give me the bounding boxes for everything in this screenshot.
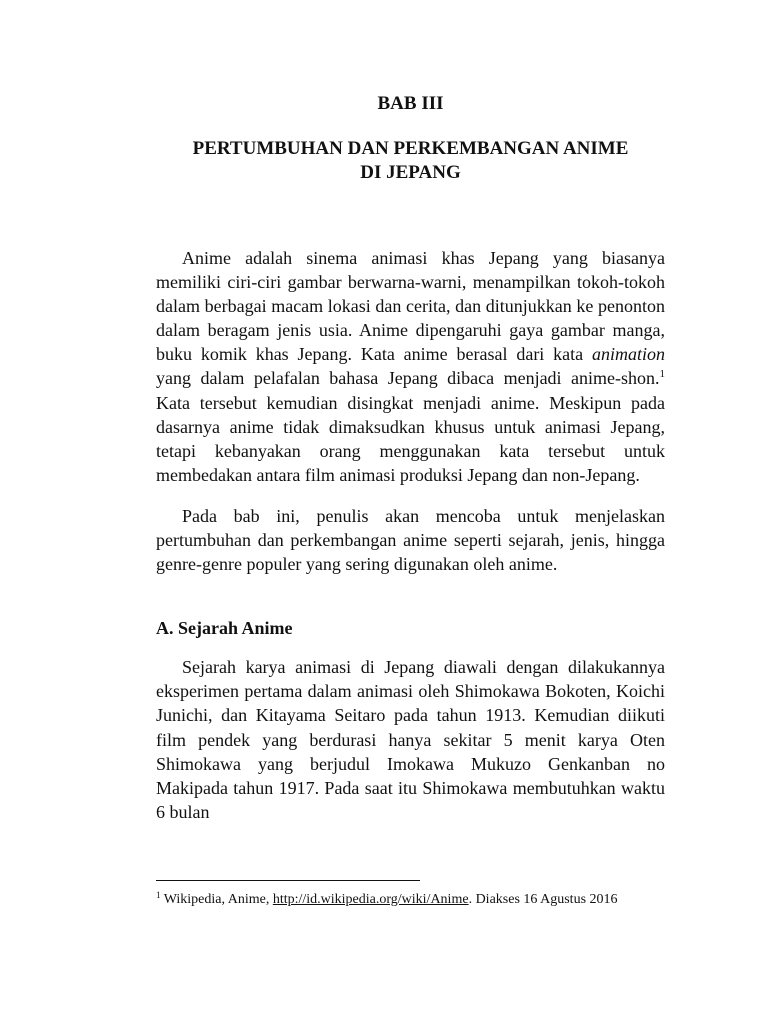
paragraph-chapter-overview: Pada bab ini, penulis akan mencoba untuk menjelaskan pertumbuhan dan perkembangan anime seperti sejarah, jenis, hingga genre-genre populer yang sering digunakan oleh anime.: [156, 505, 665, 575]
paragraph-intro-part-b: yang dalam pelafalan bahasa Jepang dibaca menjadi anime-shon.: [156, 368, 660, 389]
italic-term: animation: [591, 344, 665, 365]
paragraph-history: Sejarah karya animasi di Jepang diawali dengan dilakukannya eksperimen pertama dalam animasi oleh Shimokawa Bokoten, Koichi Junichi, dan Kitayama Seitaro pada tahun 1913. Kemudian diikuti film pendek yang berdurasi hanya sekitar 5 menit karya Oten Shimokawa yang berjudul Imokawa Mukuzo Genkanban no Makipada tahun 1917. Pada saat itu Shimokawa membutuhkan waktu 6 bulan: [156, 657, 665, 822]
chapter-number: BAB III: [377, 93, 444, 114]
page-content: [156, 92, 665, 824]
footnote-link[interactable]: http://id.wikipedia.org/wiki/Anime: [272, 892, 469, 907]
section-heading: A. Sejarah Anime: [156, 618, 293, 639]
chapter-title-line-1: PERTUMBUHAN DAN PERKEMBANGAN ANIME: [192, 138, 629, 159]
footnote-text-b: . Diakses 16 Agustus 2016: [468, 892, 618, 907]
paragraph-intro-part-c: Kata tersebut kemudian disingkat menjadi anime. Meskipun pada dasarnya anime tidak dimaksudkan khusus untuk animasi Jepang, tetapi kebanyakan orang menggunakan kata tersebut untuk membedakan antara film animasi produksi Jepang dan non-Jepang.: [156, 392, 665, 485]
footnote-text-a: Wikipedia, Anime,: [160, 892, 273, 907]
footnote-reference[interactable]: 1: [659, 368, 665, 381]
paragraph-intro: [156, 246, 665, 487]
chapter-title: [156, 137, 665, 185]
footnote: [156, 890, 665, 910]
chapter-title-line-2: DI JEPANG: [360, 162, 461, 183]
paragraph-intro-part-a: Anime adalah sinema animasi khas Jepang yang biasanya memiliki ciri-ciri gambar berwarna-warni, menampilkan tokoh-tokoh dalam berbagai macam lokasi dan cerita, dan ditunjukkan ke penonton dalam beragam jenis usia. Anime dipengaruhi gaya gambar manga, buku komik khas Jepang. Kata anime berasal dari kata: [156, 248, 665, 365]
footnote-number: 1: [156, 890, 161, 900]
footnote-separator: [156, 880, 420, 881]
